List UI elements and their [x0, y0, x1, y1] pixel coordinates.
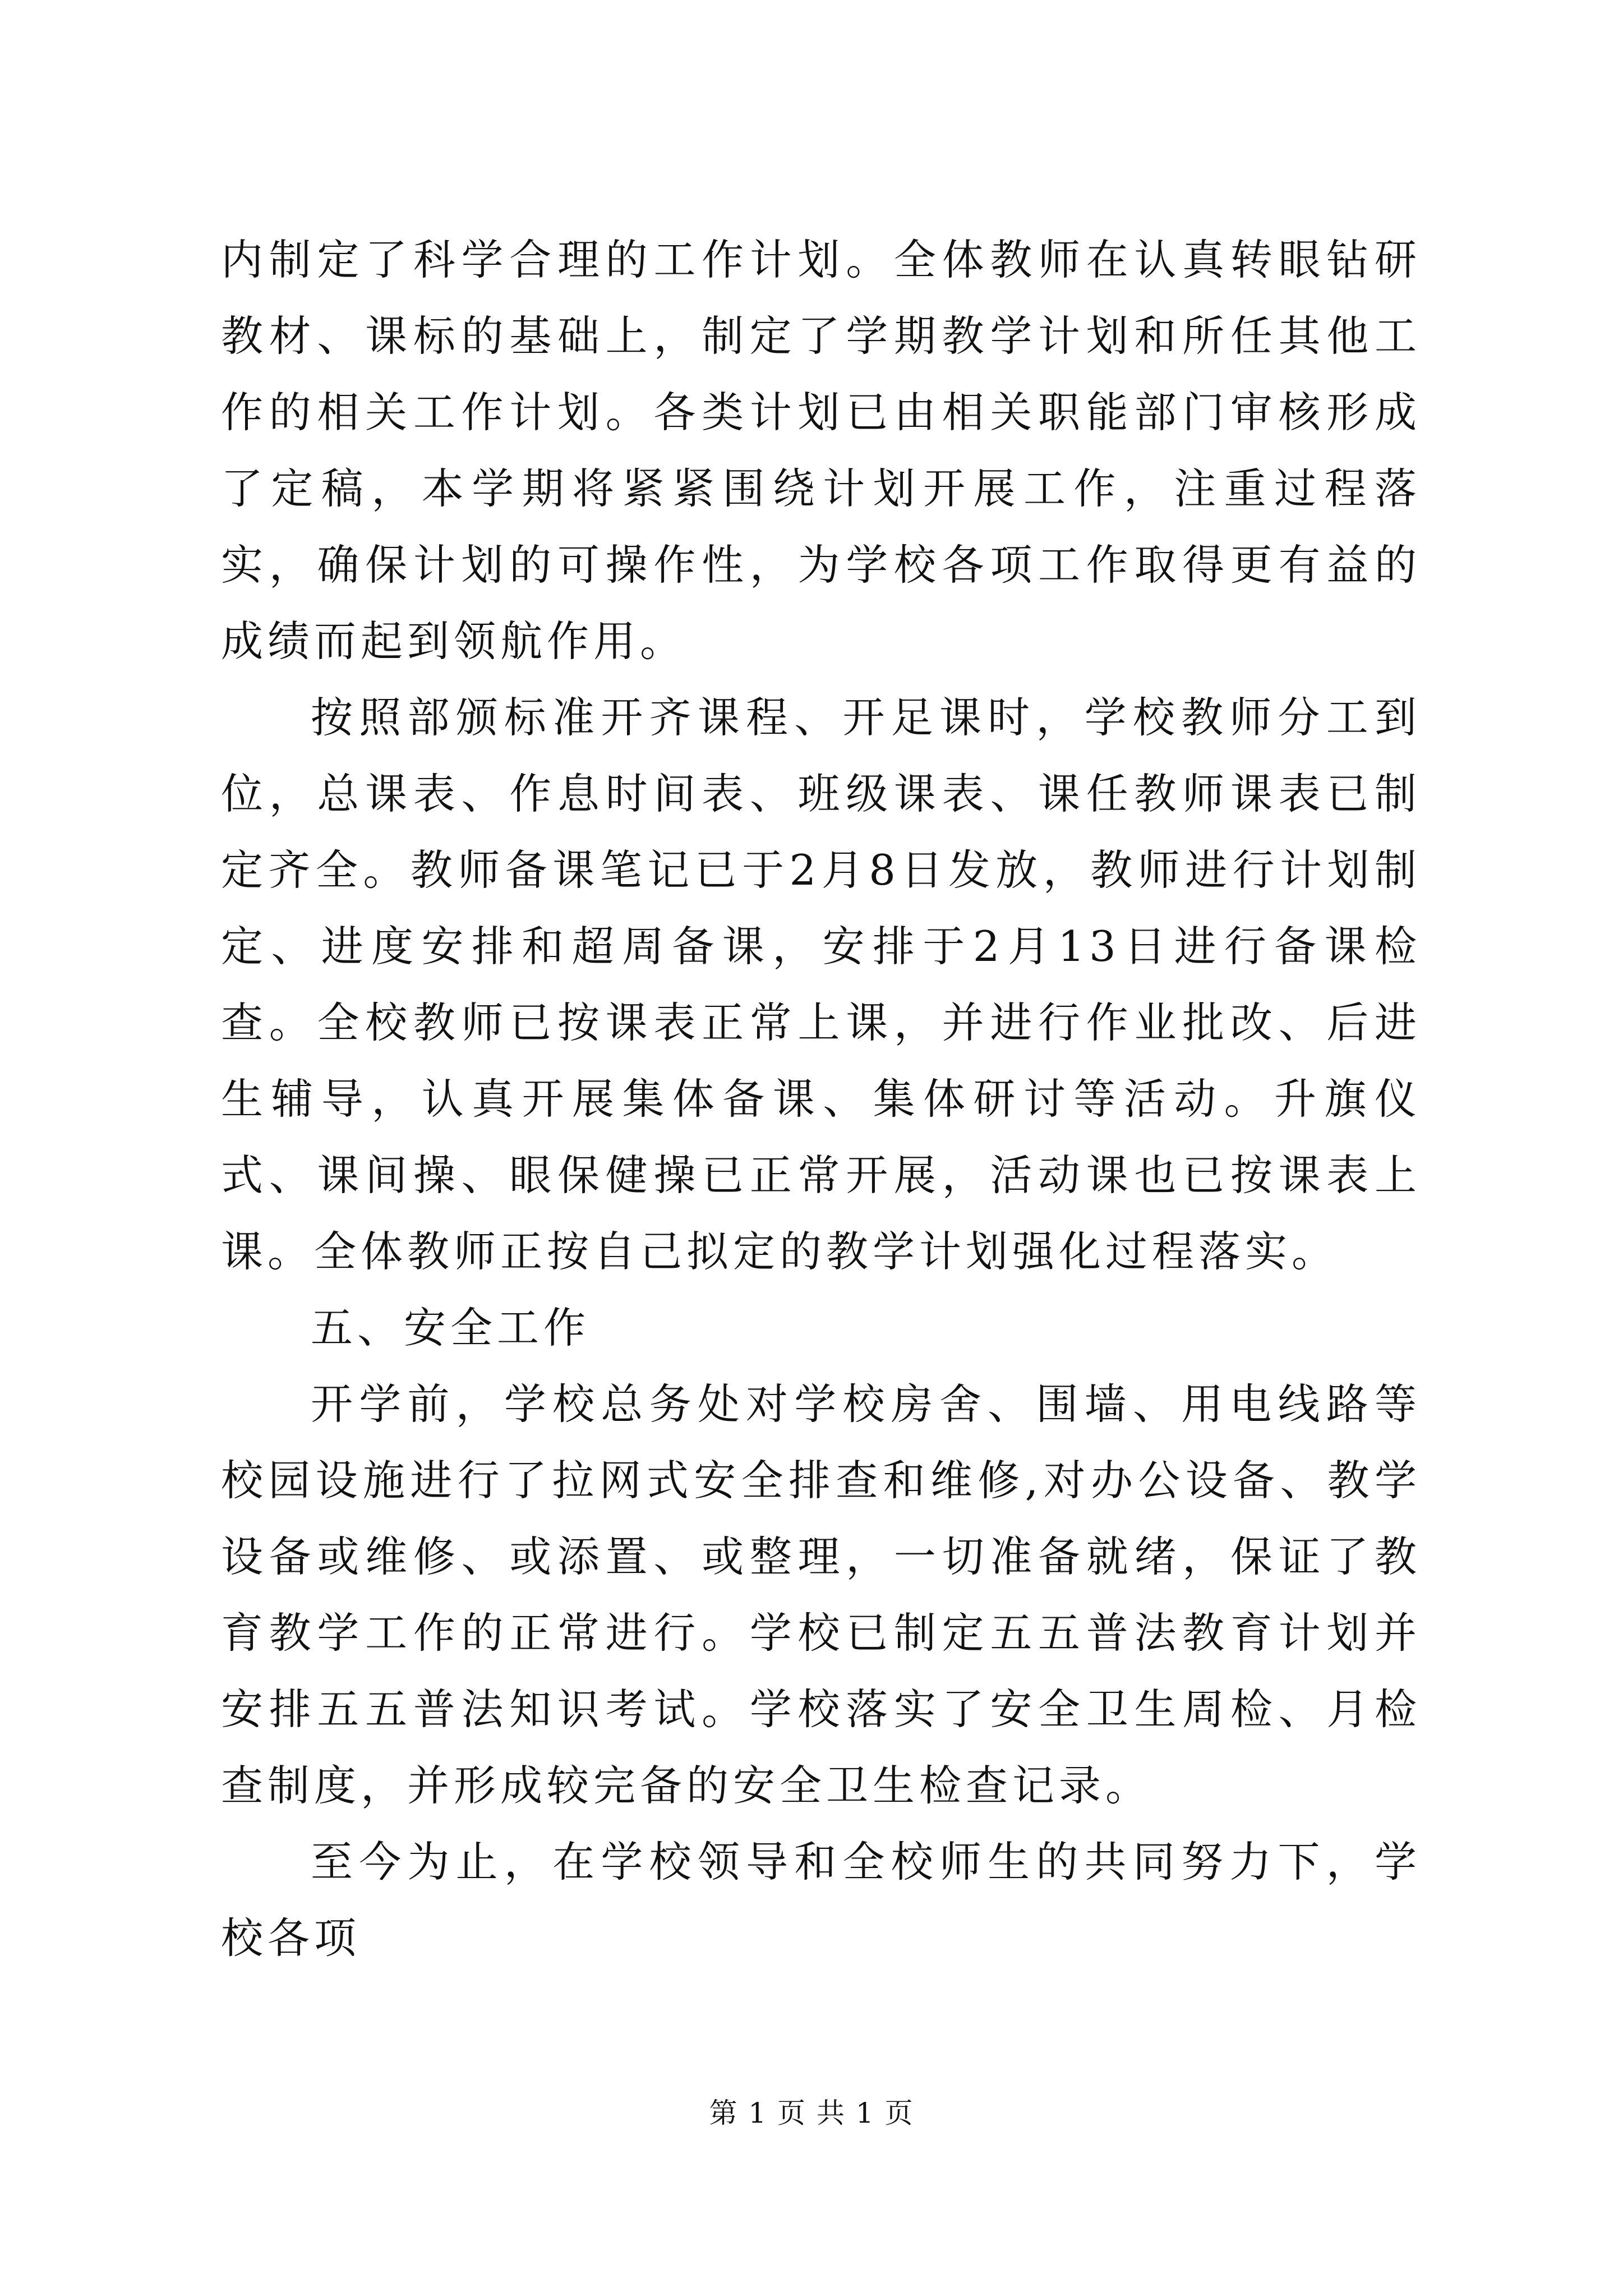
section-heading-safety: 五、安全工作 [311, 1303, 591, 1352]
page-footer: 第 1 页 共 1 页 [709, 2097, 914, 2129]
document-body [221, 222, 1421, 1976]
paragraph-plan-continuation: 内制定了科学合理的工作计划。全体教师在认真转眼钻研教材、课标的基础上，制定了学期教学计划和所任其他工作的相关工作计划。各类计划已由相关职能部门审核形成了定稿，本学期将紧紧围绕计划开展工作，注重过程落实，确保计划的可操作性，为学校各项工作取得更有益的成绩而起到领航作用。 [221, 235, 1421, 666]
paragraph-conclusion-start: 至今为止，在学校领导和全校师生的共同努力下，学校各项 [221, 1837, 1421, 1963]
paragraph-curriculum: 按照部颁标准开齐课程、开足课时，学校教师分工到位，总课表、作息时间表、班级课表、课任教师课表已制定齐全。教师备课笔记已于2月8日发放，教师进行计划制定、进度安排和超周备课，安排于2月13日进行备课检查。全校教师已按课表正常上课，并进行作业批改、后进生辅导，认真开展集体备课、集体研讨等活动。升旗仪式、课间操、眼保健操已正常开展，活动课也已按课表上课。全体教师正按自己拟定的教学计划强化过程落实。 [221, 693, 1421, 1276]
paragraph-safety: 开学前，学校总务处对学校房舍、围墙、用电线路等校园设施进行了拉网式安全排查和维修,对办公设备、教学设备或维修、或添置、或整理，一切准备就绪，保证了教育教学工作的正常进行。学校已制定五五普法教育计划并安排五五普法知识考试。学校落实了安全卫生周检、月检查制度，并形成较完备的安全卫生检查记录。 [221, 1379, 1421, 1810]
